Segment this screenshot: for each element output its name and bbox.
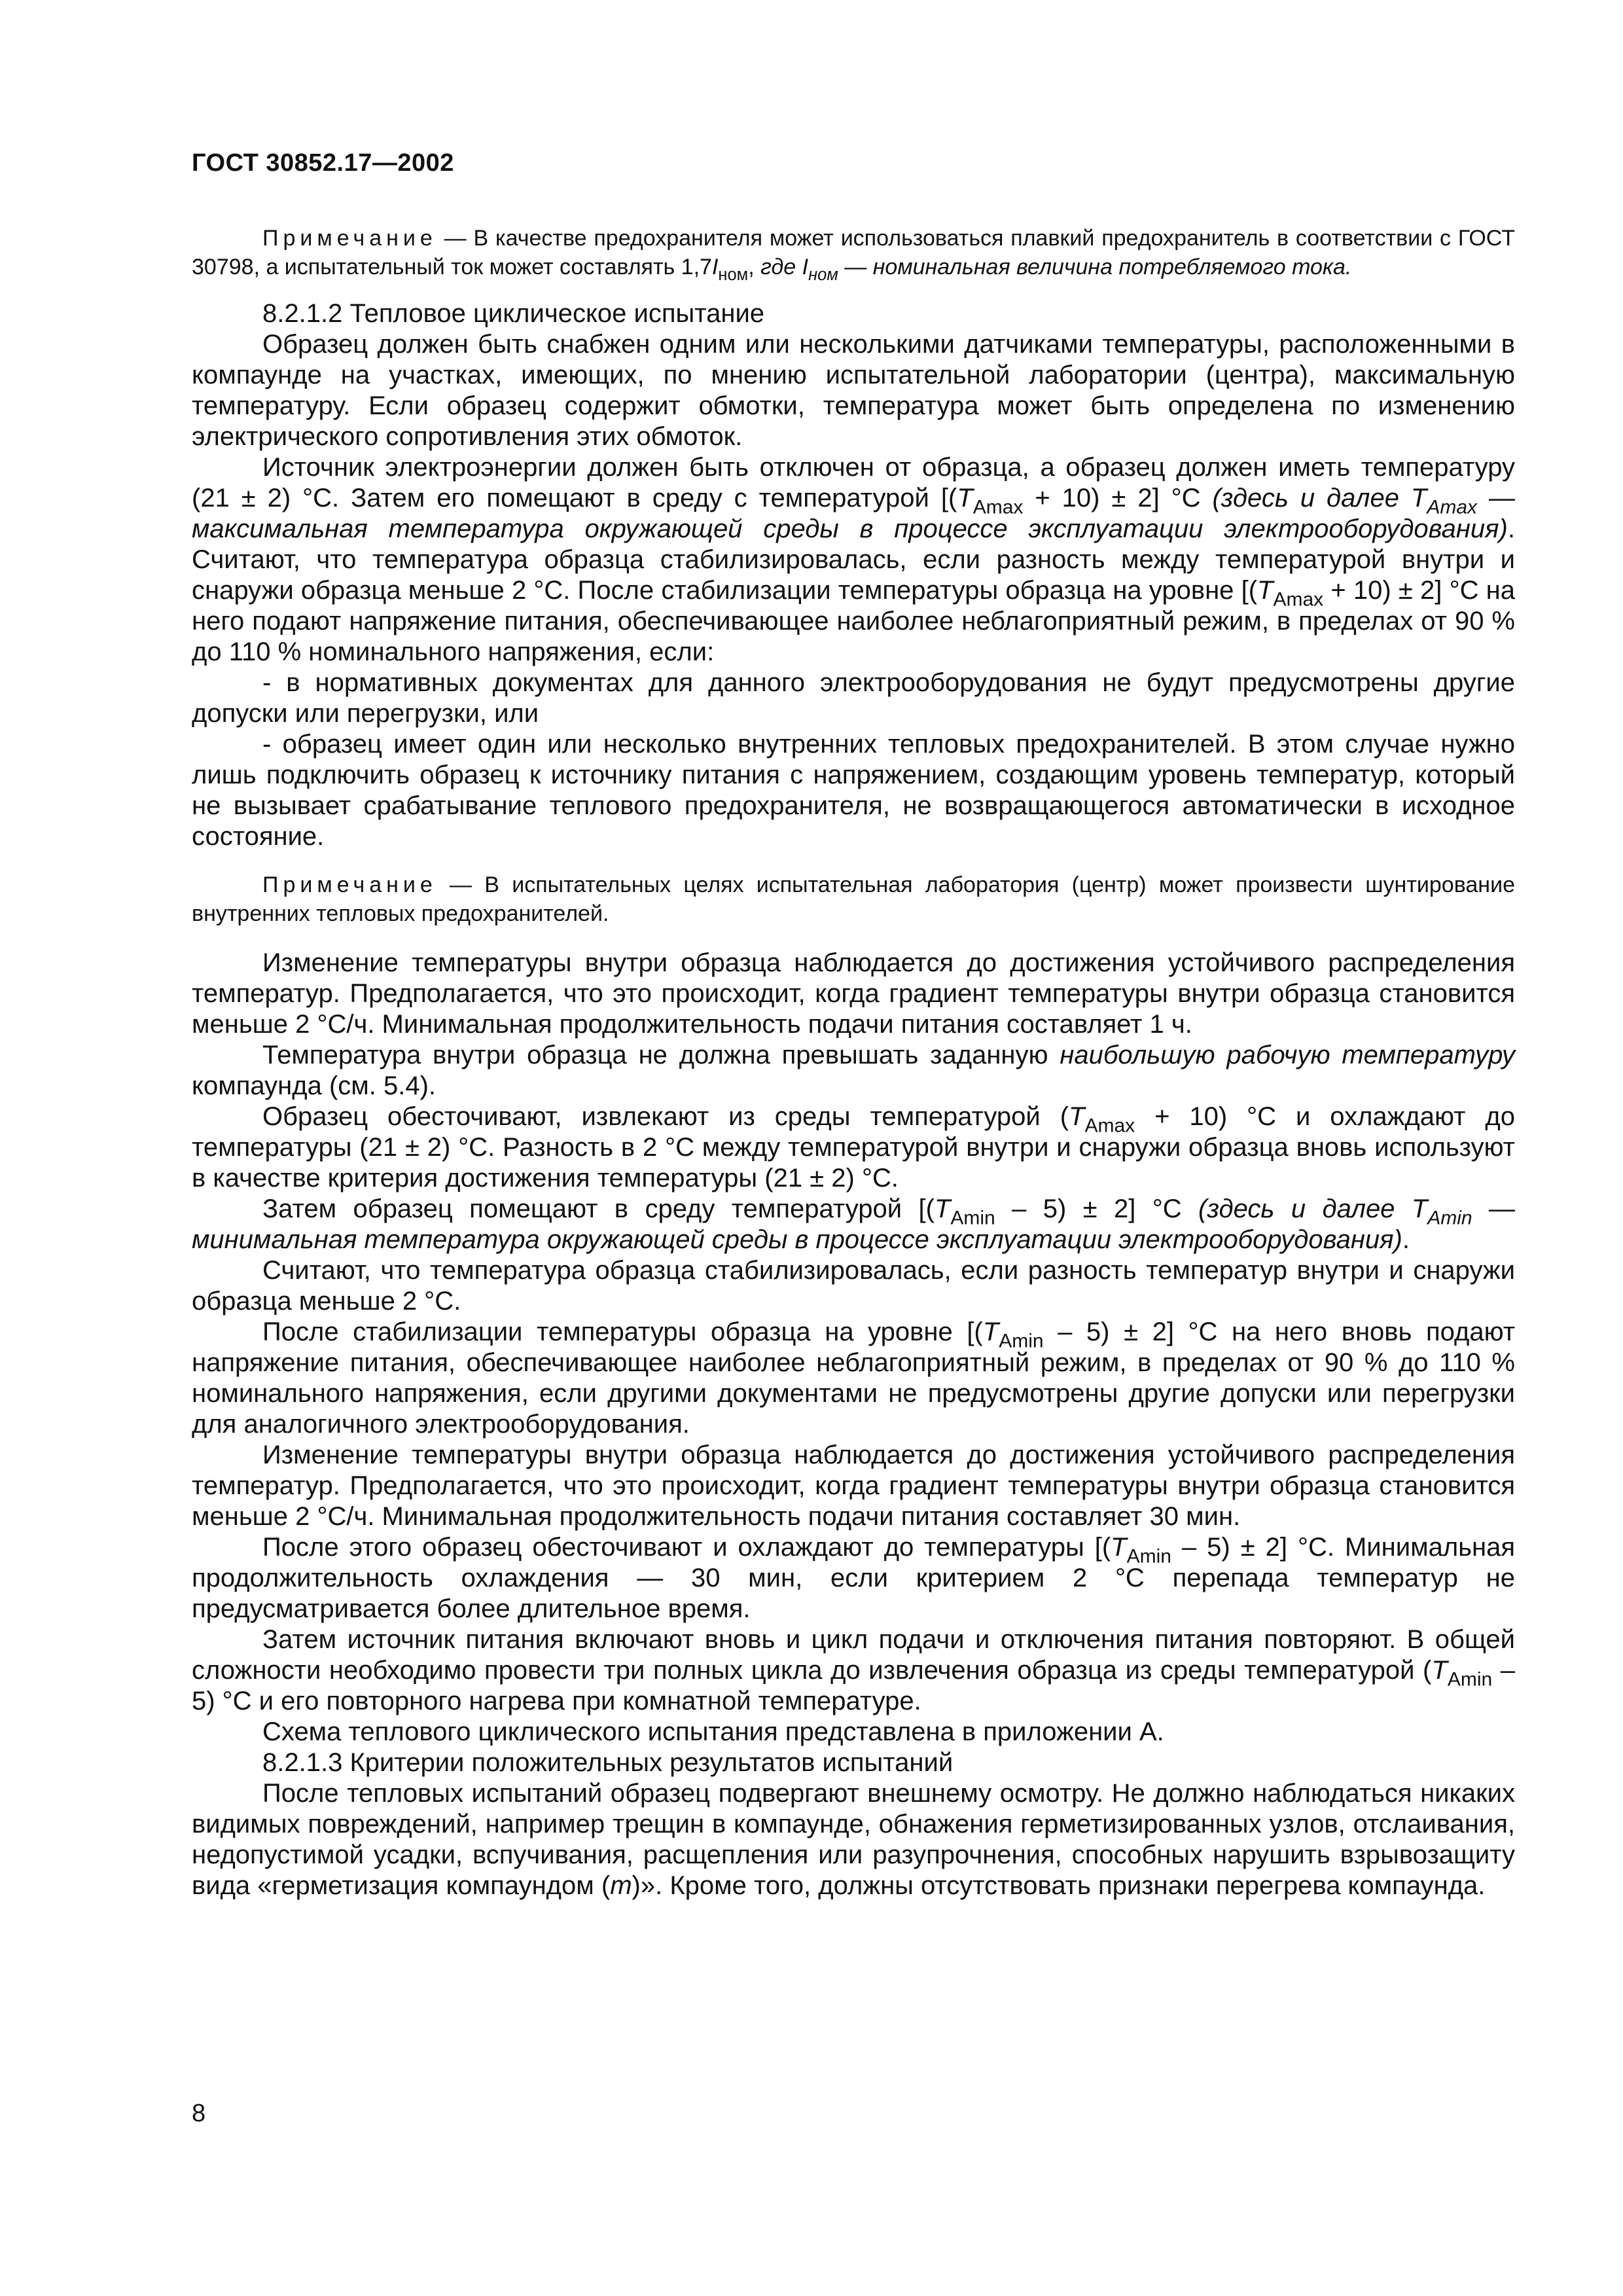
paragraph: Считают, что температура образца стабилизировалась, если разность температур внутри и снаружи образца меньше 2 °С.	[192, 1256, 1515, 1316]
page-number: 8	[192, 2100, 206, 2127]
paragraph: Затем источник питания включают вновь и цикл подачи и отключения питания повторяют. В общей сложности необходимо провести три полных цикла до извлечения образца из среды температурой $(T_{Amin} - 5)$ °С и его повторного нагрева при комнатной температуре.	[192, 1625, 1516, 1715]
paragraph: Источник электроэнергии должен быть отключен от образца, а образец должен иметь температуру (21 ± 2) °С. Затем его помещают в среду с температурой $[(T_{Amax} + 10) \pm 2]$ °С (здесь и далее $T_{Amax}$ — максимальная температура окружающей среды в процессе эксплуатации электрооборудования). Считают, что температура образца стабилизировалась, если разность между температурой внутри и снаружи образца меньше 2 °С. После стабилизации температуры образца на уровне $[(T_{Amax} + 10) \pm 2]$ °С на него подают напряжение питания, обеспечивающее наиболее неблагоприятный режим, в пределах от 90 % до 110 % номинального напряжения, если:	[192, 453, 1515, 666]
paragraph: После тепловых испытаний образец подвергают внешнему осмотру. Не должно наблюдаться никаких видимых повреждений, например трещин в компаунде, обнажения герметизированных узлов, отслаивания, недопустимой усадки, вспучивания, расщепления или разупрочнения, способных нарушить взрывозащиту вида «герметизация компаундом (m)». Кроме того, должны отсутствовать признаки перегрева компаунда.	[192, 1779, 1515, 1900]
note-fuse: Примечание — В качестве предохранителя может использоваться плавкий предохранитель в соответствии с ГОСТ 30798, а испытательный ток может составлять $1,7I_{ном}$, где $I_{ном}$ — номинальная величина потребляемого тока.	[192, 226, 1515, 284]
list-item: - в нормативных документах для данного электрооборудования не будут предусмотрены другие допуски или перегрузки, или	[192, 668, 1515, 728]
paragraph: Изменение температуры внутри образца наблюдается до достижения устойчивого распределения температур. Предполагается, что это происходит, когда градиент температуры внутри образца становится меньше 2 °С/ч. Минимальная продолжительность подачи питания составляет 1 ч.	[192, 948, 1515, 1039]
paragraph: После этого образец обесточивают и охлаждают до температуры $[(T_{Amin} - 5) \pm 2]$ °С. Минимальная продолжительность охлаждения — 30 мин, если критерием 2 °С перепада температур не предусматривается более длительное время.	[192, 1533, 1515, 1623]
paragraph: Схема теплового циклического испытания представлена в приложении А.	[262, 1717, 1164, 1746]
paragraph: Образец обесточивают, извлекают из среды температурой $(T_{Amax} + 10)$ °С и охлаждают до температуры (21 ± 2) °С. Разность в 2 °С между температурой внутри и снаружи образца вновь используют в качестве критерия достижения температуры (21 ± 2) °С.	[192, 1102, 1515, 1193]
note-label: Примечание	[262, 226, 437, 251]
section-heading-8-2-1-3: 8.2.1.3 Критерии положительных результатов испытаний	[262, 1748, 954, 1777]
paragraph: После стабилизации температуры образца на уровне $[(T_{Amin} - 5) \pm 2]$ °С на него вновь подают напряжение питания, обеспечивающее наиболее неблагоприятный режим, в пределах от 90 % до 110 % номинального напряжения, если другими документами не предусмотрены другие допуски или перегрузки для аналогичного электрооборудования.	[192, 1318, 1516, 1439]
paragraph: Температура внутри образца не должна превышать заданную наибольшую рабочую температуру компаунда (см. 5.4).	[192, 1041, 1515, 1100]
document-header: ГОСТ 30852.17—2002	[192, 149, 454, 177]
note-shunt: Примечание — В испытательных целях испытательная лаборатория (центр) может произвести шунтирование внутренних тепловых предохранителей.	[192, 872, 1515, 926]
document-body	[192, 224, 1515, 1901]
paragraph: Изменение температуры внутри образца наблюдается до достижения устойчивого распределения температур. Предполагается, что это происходит, когда градиент температуры внутри образца становится меньше 2 °С/ч. Минимальная продолжительность подачи питания составляет 30 мин.	[192, 1441, 1515, 1531]
paragraph: Образец должен быть снабжен одним или несколькими датчиками температуры, расположенными в компаунде на участках, имеющих, по мнению испытательной лаборатории (центра), максимальную температуру. Если образец содержит обмотки, температура может быть определена по изменению электрического сопротивления этих обмоток.	[192, 330, 1515, 451]
paragraph: Затем образец помещают в среду температурой $[(T_{Amin} - 5) \pm 2]$ °С (здесь и далее $T_{Amin}$ — минимальная температура окружающей среды в процессе эксплуатации электрооборудования).	[192, 1194, 1516, 1254]
document-page	[192, 0, 1515, 2296]
note-label: Примечание	[262, 872, 437, 897]
list-item: - образец имеет один или несколько внутренних тепловых предохранителей. В этом случае нужно лишь подключить образец к источнику питания с напряжением, создающим уровень температур, который не вызывает срабатывание теплового предохранителя, не возвращающегося автоматически в исходное состояние.	[192, 730, 1515, 851]
section-heading-8-2-1-2: 8.2.1.2 Тепловое циклическое испытание	[262, 299, 765, 328]
